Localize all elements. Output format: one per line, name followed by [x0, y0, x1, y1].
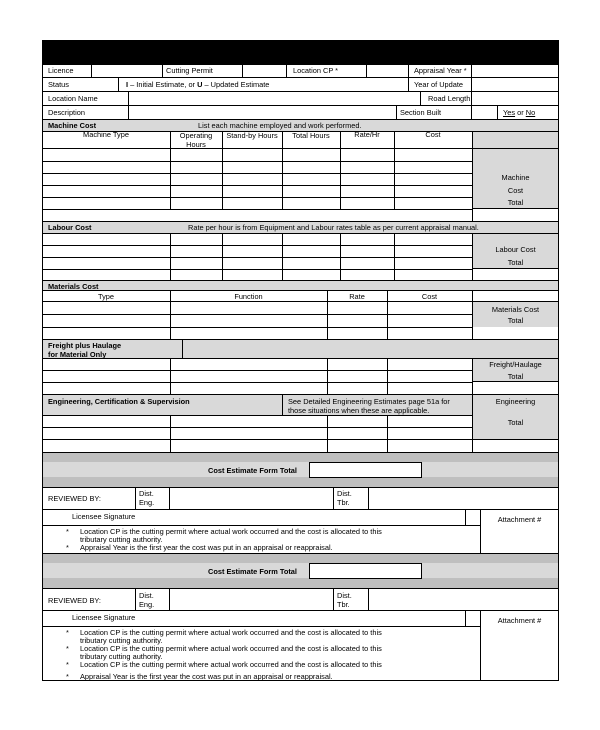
- yes-or-no-label: Yes or No: [503, 108, 536, 117]
- column-line: [471, 105, 472, 119]
- footnote-location-cp-1b: tributary cutting authority.: [80, 535, 163, 544]
- row-line: [42, 269, 472, 270]
- yes-option[interactable]: Yes: [503, 108, 516, 117]
- column-line: [387, 415, 388, 452]
- dist-tbr-label-1: Dist.: [337, 489, 352, 498]
- freight-total-label: Total: [507, 372, 524, 381]
- dist-eng-label-1b: Eng.: [139, 498, 155, 507]
- estimate-band-2a: [42, 553, 559, 563]
- footnote-location-cp-2: Location CP is the cutting permit where actual work occurred and the cost is allocated to this: [80, 628, 382, 637]
- row-line: [42, 105, 559, 106]
- column-line: [333, 588, 334, 610]
- column-line: [366, 64, 367, 77]
- row-line: [42, 301, 559, 302]
- column-line: [222, 233, 223, 280]
- column-line: [408, 77, 409, 91]
- column-line: [282, 394, 283, 415]
- footnote-appraisal-year-1: Appraisal Year is the first year the cost was put in an appraisal or reappraisal.: [80, 543, 333, 552]
- dist-eng-label-1: Dist.: [139, 489, 154, 498]
- column-line: [327, 358, 328, 394]
- footnote-location-cp-2b: tributary cutting authority.: [80, 636, 163, 645]
- footnote-location-cp-1: Location CP is the cutting permit where actual work occurred and the cost is allocated to this: [80, 527, 382, 536]
- estimate-band-1b: [42, 462, 559, 477]
- column-line: [135, 487, 136, 509]
- attachment-label-1: Attachment #: [497, 515, 542, 524]
- engineering-heading: Engineering, Certification & Supervision: [48, 397, 190, 406]
- row-line: [42, 245, 472, 246]
- dist-tbr-label-1b: Tbr.: [337, 498, 350, 507]
- row-line: [42, 91, 559, 92]
- column-line: [394, 233, 395, 280]
- estimate-band-2c: [42, 578, 559, 588]
- status-options: I – Initial Estimate, or U – Updated Estimate: [126, 80, 270, 89]
- operating-hours-header: Operating Hours: [179, 131, 213, 149]
- cost-estimate-total-label-1: Cost Estimate Form Total: [208, 466, 297, 475]
- column-line: [497, 105, 498, 119]
- row-line: [42, 487, 559, 488]
- row-line: [42, 525, 480, 526]
- reviewed-by-label-2: REVIEWED BY:: [48, 596, 101, 605]
- machine-total-label: Total: [507, 198, 524, 207]
- row-line: [42, 382, 472, 383]
- footnote-appraisal-year-2: Appraisal Year is the first year the cost was put in an appraisal or reappraisal.: [80, 672, 333, 681]
- column-line: [118, 77, 119, 91]
- materials-rate-header: Rate: [349, 292, 365, 301]
- labour-cost-note: Rate per hour is from Equipment and Labour rates table as per current appraisal manual.: [188, 223, 479, 232]
- materials-cost-summary-label: Materials Cost: [491, 305, 540, 314]
- column-line: [282, 233, 283, 280]
- footnote-bullet: *: [66, 644, 69, 653]
- row-line: [42, 327, 472, 328]
- materials-total-label: Total: [507, 316, 524, 325]
- no-option[interactable]: No: [525, 108, 536, 117]
- engineering-note-line1: See Detailed Engineering Estimates page 51a for: [288, 397, 450, 406]
- column-line: [387, 358, 388, 394]
- column-line: [396, 105, 397, 119]
- column-line: [340, 131, 341, 209]
- form-header-bar: [42, 40, 559, 64]
- column-line: [408, 64, 409, 77]
- row-line: [42, 626, 480, 627]
- materials-heading-band: [42, 280, 559, 290]
- freight-haulage-summary-label: Freight/Haulage: [489, 360, 542, 369]
- cost-estimate-total-field-2[interactable]: [309, 563, 422, 579]
- dist-eng-label-2: Dist.: [139, 591, 154, 600]
- status-label: Status: [48, 80, 69, 89]
- estimate-band-2b: [42, 563, 559, 578]
- column-line: [170, 358, 171, 394]
- dist-tbr-label-2: Dist.: [337, 591, 352, 600]
- machine-summary-panel: [472, 131, 559, 208]
- licensee-signature-label-2: Licensee Signature: [72, 613, 136, 622]
- row-line: [42, 221, 559, 222]
- description-label: Description: [48, 108, 85, 117]
- labour-cost-heading: Labour Cost: [48, 223, 92, 232]
- column-line: [170, 233, 171, 280]
- footnote-bullet: *: [66, 527, 69, 536]
- column-line: [135, 588, 136, 610]
- column-line: [472, 233, 473, 280]
- footnote-location-cp-3b: tributary cutting authority.: [80, 652, 163, 661]
- column-line: [420, 91, 421, 105]
- row-line: [42, 509, 559, 510]
- column-line: [128, 91, 129, 105]
- row-line: [42, 185, 472, 186]
- row-line: [42, 553, 559, 554]
- row-line: [42, 415, 472, 416]
- column-line: [340, 233, 341, 280]
- dist-tbr-label-2b: Tbr.: [337, 600, 350, 609]
- row-line: [42, 588, 559, 589]
- row-line: [42, 209, 472, 210]
- row-line: [42, 173, 472, 174]
- column-line: [282, 131, 283, 209]
- column-line: [471, 64, 472, 77]
- labour-cost-summary-label: Labour Cost: [495, 245, 536, 254]
- column-line: [472, 290, 473, 339]
- column-line: [170, 415, 171, 452]
- row-line: [42, 439, 472, 440]
- labour-total-label: Total: [507, 258, 524, 267]
- total-hours-header: Total Hours: [292, 131, 330, 140]
- machine-type-header: Machine Type: [83, 130, 129, 139]
- row-line: [42, 339, 559, 340]
- row-line: [42, 358, 559, 359]
- row-line: [42, 233, 559, 234]
- column-line: [471, 77, 472, 91]
- dist-eng-label-2b: Eng.: [139, 600, 155, 609]
- section-built-label: Section Built: [400, 108, 442, 117]
- location-name-label: Location Name: [48, 94, 98, 103]
- row-line: [42, 64, 559, 65]
- machine-cost-heading: Machine Cost: [48, 121, 97, 130]
- year-of-update-label: Year of Update: [414, 80, 464, 89]
- materials-type-header: Type: [97, 292, 115, 301]
- footnote-bullet: *: [66, 660, 69, 669]
- row-line: [42, 197, 472, 198]
- row-line: [42, 610, 559, 611]
- column-line: [91, 64, 92, 77]
- row-line: [42, 370, 472, 371]
- licensee-signature-label-1: Licensee Signature: [72, 512, 136, 521]
- road-length-label: Road Length: [428, 94, 471, 103]
- column-line: [162, 64, 163, 77]
- column-line: [333, 487, 334, 509]
- machine-cost-summary-label: Cost: [507, 186, 524, 195]
- rate-hr-header: Rate/Hr: [354, 130, 380, 139]
- licence-label: Licence: [48, 66, 74, 75]
- row-line: [42, 77, 559, 78]
- machine-summary-label: Machine: [501, 173, 530, 182]
- column-line: [242, 64, 243, 77]
- materials-cost-header: Cost: [421, 292, 438, 301]
- row-line: [42, 394, 559, 395]
- row-line: [472, 381, 559, 382]
- column-line: [128, 105, 129, 119]
- column-line: [465, 509, 466, 525]
- column-line: [465, 610, 466, 626]
- location-cp-label: Location CP *: [293, 66, 339, 75]
- attachment-label-2: Attachment #: [497, 616, 542, 625]
- engineering-note-line2: those situations when these are applicable.: [288, 406, 430, 415]
- estimate-band-1a: [42, 452, 559, 462]
- column-line: [182, 339, 183, 358]
- row-line: [42, 280, 559, 281]
- engineering-summary-label: Engineering: [495, 397, 536, 406]
- materials-cost-heading: Materials Cost: [48, 282, 99, 291]
- row-line: [42, 427, 472, 428]
- freight-heading-line1: Freight plus Haulage: [48, 341, 122, 350]
- footnote-location-cp-4: Location CP is the cutting permit where actual work occurred and the cost is allocated to this: [80, 660, 382, 669]
- freight-heading-line2: for Material Only: [48, 350, 107, 359]
- row-line: [42, 314, 472, 315]
- engineering-total-label: Total: [507, 418, 524, 427]
- estimate-band-1c: [42, 477, 559, 487]
- row-line: [42, 119, 559, 120]
- cost-header: Cost: [425, 130, 441, 139]
- reviewed-by-label-1: REVIEWED BY:: [48, 494, 101, 503]
- row-line: [42, 452, 559, 453]
- standby-hours-header: Stand-by Hours: [226, 131, 278, 140]
- footnote-bullet: *: [66, 628, 69, 637]
- row-line: [472, 208, 559, 209]
- row-line: [42, 257, 472, 258]
- cost-estimate-total-field-1[interactable]: [309, 462, 422, 478]
- column-line: [327, 415, 328, 452]
- appraisal-year-label: Appraisal Year *: [414, 66, 467, 75]
- row-line: [472, 268, 559, 269]
- column-line: [368, 588, 369, 610]
- column-line: [394, 131, 395, 209]
- row-line: [42, 148, 559, 149]
- column-line: [472, 208, 473, 221]
- materials-function-header: Function: [234, 292, 263, 301]
- column-line: [222, 131, 223, 209]
- row-line: [42, 290, 559, 291]
- footnote-bullet: *: [66, 543, 69, 552]
- cost-estimate-total-label-2: Cost Estimate Form Total: [208, 567, 297, 576]
- machine-cost-note: List each machine employed and work performed.: [198, 121, 362, 130]
- footnote-location-cp-3: Location CP is the cutting permit where actual work occurred and the cost is allocated to this: [80, 644, 382, 653]
- footnote-bullet: *: [66, 672, 69, 681]
- column-line: [169, 487, 170, 509]
- row-line: [472, 439, 559, 440]
- column-line: [169, 588, 170, 610]
- row-line: [42, 161, 472, 162]
- cutting-permit-label: Cutting Permit: [166, 66, 213, 75]
- column-line: [471, 91, 472, 105]
- column-line: [368, 487, 369, 509]
- column-line: [286, 64, 287, 77]
